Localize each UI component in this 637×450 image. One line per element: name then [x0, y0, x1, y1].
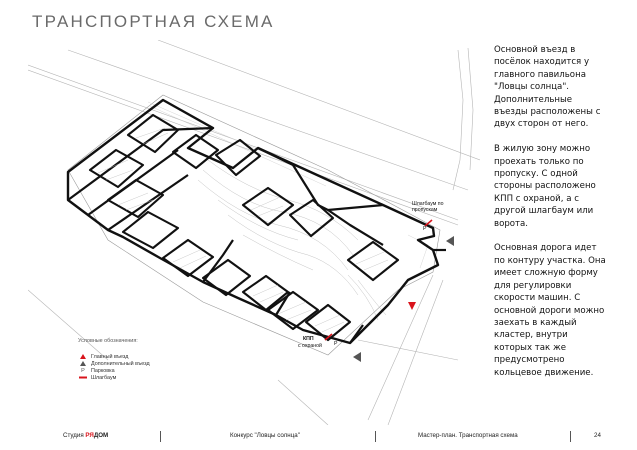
- footer-brand-b: ДОМ: [93, 432, 109, 439]
- footer-studio-prefix: Студия: [63, 432, 86, 439]
- checkpoint-label: КПП: [303, 336, 314, 342]
- footer-divider: [570, 431, 571, 442]
- footer-divider: [375, 431, 376, 442]
- page-number: 24: [594, 432, 601, 439]
- legend-item: [78, 367, 150, 374]
- legend-item-label: Парковка: [91, 367, 115, 374]
- legend-item-label: Главный въезд: [91, 353, 129, 360]
- description-paragraph-2: В жилую зону можно проехать только по пропуску. С одной стороны расположено КПП с охраной, а с другой шлагбаум или ворота.: [494, 144, 596, 229]
- secondary-entry-icon: [446, 236, 454, 246]
- parking-icon: P: [334, 341, 338, 347]
- legend-item-label: Шлагбаум: [91, 374, 117, 381]
- footer-studio: [63, 432, 108, 439]
- gate-label-line2: пропускам: [412, 207, 438, 213]
- legend-item: [78, 374, 150, 381]
- barrier-icon: [78, 376, 88, 379]
- legend: [78, 338, 150, 381]
- description-paragraph-1: Основной въезд в посёлок находится у главного павильона "Ловцы солнца". Дополнительные въезды расположены с двух сторон от него.: [494, 45, 601, 130]
- parking-icon: P: [81, 367, 85, 374]
- page-footer: [0, 428, 637, 444]
- page-title: ТРАНСПОРТНАЯ СХЕМА: [32, 12, 275, 31]
- checkpoint-sub-label: с охраной: [298, 343, 322, 349]
- site-boundary: [68, 95, 440, 355]
- gate-label-line1: Шлагбаум по: [412, 201, 444, 207]
- legend-item: [78, 353, 150, 360]
- description-panel: [494, 44, 608, 391]
- internal-roads: [68, 128, 446, 343]
- legend-heading: Условные обозначения:: [78, 338, 138, 344]
- parking-icon: P: [423, 226, 427, 232]
- footer-brand-a: РЯ: [85, 432, 94, 439]
- legend-item-label: Дополнительный въезд: [91, 360, 150, 367]
- footer-divider: [160, 431, 161, 442]
- main-road: [68, 100, 438, 343]
- footer-contest: Конкурс "Ловцы солнца": [230, 432, 300, 439]
- red-triangle-icon: [78, 354, 88, 359]
- description-paragraph-3: Основная дорога идет по контуру участка. Она имеет сложную форму для регулировки скорости машин. С основной дороги можно заехать в каждый кластер, внутри которых так же предусмотрено кольцевое движение.: [494, 243, 606, 378]
- footer-section: Мастер-план. Транспортная схема: [418, 432, 518, 439]
- legend-item: [78, 360, 150, 367]
- secondary-entry-icon: [353, 352, 361, 362]
- main-entry-icon: [408, 302, 416, 310]
- gray-triangle-icon: [78, 361, 88, 366]
